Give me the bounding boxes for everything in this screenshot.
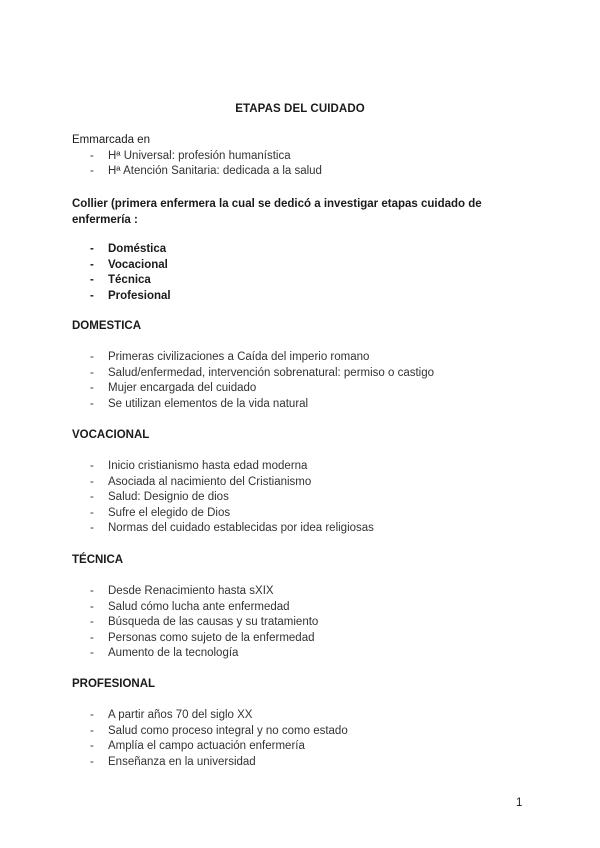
list-item-text: Hª Universal: profesión humanística — [108, 149, 291, 162]
list-item — [72, 631, 532, 647]
dash-bullet: - — [90, 460, 94, 472]
list-item-text: Aumento de la tecnología — [108, 647, 239, 659]
dash-bullet: - — [90, 289, 94, 302]
stages-list — [72, 242, 532, 304]
section-list-tecnica — [72, 584, 532, 662]
dash-bullet: - — [90, 258, 94, 271]
dash-bullet: - — [90, 755, 94, 768]
section-list-profesional — [72, 708, 532, 770]
list-item — [72, 584, 532, 600]
dash-bullet: - — [90, 522, 94, 534]
list-item — [72, 258, 532, 274]
list-item-text: Salud/enfermedad, intervención sobrenatural: permiso o castigo — [108, 366, 435, 379]
dash-bullet: - — [90, 397, 94, 410]
list-item — [72, 350, 532, 366]
dash-bullet: - — [90, 631, 94, 644]
dash-bullet: - — [90, 475, 94, 488]
list-item-text: Búsqueda de las causas y su tratamiento — [108, 616, 319, 628]
bullet-list — [72, 584, 532, 662]
page-number: 1 — [516, 797, 523, 809]
stages-block — [72, 242, 532, 304]
dash-bullet: - — [90, 351, 94, 363]
list-item — [72, 273, 532, 289]
list-item — [72, 724, 532, 740]
list-item-text: Sufre el elegido de Dios — [108, 506, 231, 519]
list-item — [72, 615, 532, 631]
dash-bullet: - — [90, 274, 94, 286]
list-item-text: Salud cómo lucha ante enfermedad — [108, 600, 290, 613]
section-list-domestica — [72, 350, 532, 412]
dash-bullet: - — [90, 149, 94, 162]
dash-bullet: - — [90, 740, 94, 752]
dash-bullet: - — [90, 506, 94, 519]
list-item-text: Normas del cuidado establecidas por idea religiosas — [108, 522, 374, 534]
intro-lead: Emmarcada en — [72, 134, 150, 146]
dash-bullet: - — [90, 243, 94, 255]
dash-bullet: - — [90, 600, 94, 613]
list-item-text: Inicio cristianismo hasta edad moderna — [108, 460, 308, 472]
list-item — [72, 490, 532, 506]
list-item-text: Mujer encargada del cuidado — [108, 382, 257, 394]
section-heading-vocacional: VOCACIONAL — [72, 429, 150, 441]
list-item-text: Enseñanza en la universidad — [108, 755, 256, 768]
intro-list — [72, 149, 532, 180]
dash-bullet: - — [90, 382, 94, 394]
dash-bullet: - — [90, 491, 94, 503]
dash-bullet: - — [90, 709, 94, 721]
list-item — [72, 755, 532, 771]
list-item — [72, 600, 532, 616]
list-item — [72, 289, 532, 305]
dash-bullet: - — [90, 724, 94, 737]
list-item — [72, 475, 532, 491]
dash-bullet: - — [90, 366, 94, 379]
section-list-vocacional — [72, 459, 532, 537]
list-item — [72, 366, 532, 382]
list-item — [72, 708, 532, 724]
list-item — [72, 242, 532, 258]
list-item-text: Salud: Designio de dios — [108, 491, 229, 503]
list-item-text: Personas como sujeto de la enfermedad — [108, 631, 315, 644]
list-item — [72, 397, 532, 413]
stage-label: Vocacional — [108, 258, 168, 271]
list-item — [72, 506, 532, 522]
section-heading-profesional: PROFESIONAL — [72, 678, 156, 690]
list-item-text: Hª Atención Sanitaria: dedicada a la salud — [108, 165, 322, 177]
list-item-text: Amplía el campo actuación enfermería — [108, 740, 305, 752]
section-heading-tecnica: TÉCNICA — [72, 554, 124, 566]
dash-bullet: - — [90, 585, 94, 597]
list-item-text: Se utilizan elementos de la vida natural — [108, 397, 309, 410]
bullet-list — [72, 708, 532, 770]
page-title: ETAPAS DEL CUIDADO — [235, 103, 365, 115]
list-item — [72, 521, 532, 537]
list-item — [72, 164, 532, 180]
list-item-text: Asociada al nacimiento del Cristianismo — [108, 475, 312, 488]
list-item — [72, 381, 532, 397]
intro-block — [72, 133, 532, 180]
list-item — [72, 739, 532, 755]
dash-bullet: - — [90, 616, 94, 628]
dash-bullet: - — [90, 165, 94, 177]
stage-label: Técnica — [108, 274, 151, 286]
dash-bullet: - — [90, 647, 94, 659]
stage-label: Profesional — [108, 289, 171, 302]
bullet-list — [72, 350, 532, 412]
bullet-list — [72, 459, 532, 537]
stage-label: Doméstica — [108, 243, 167, 255]
section-heading-domestica: DOMESTICA — [72, 320, 141, 332]
list-item-text: A partir años 70 del siglo XX — [108, 709, 253, 721]
list-item — [72, 459, 532, 475]
list-item — [72, 646, 532, 662]
list-item — [72, 149, 532, 165]
list-item-text: Primeras civilizaciones a Caída del imperio romano — [108, 351, 370, 363]
list-item-text: Desde Renacimiento hasta sXIX — [108, 585, 274, 597]
list-item-text: Salud como proceso integral y no como estado — [108, 724, 348, 737]
collier-paragraph: Collier (primera enfermera la cual se dedicó a investigar etapas cuidado de enfermería : — [72, 198, 482, 226]
